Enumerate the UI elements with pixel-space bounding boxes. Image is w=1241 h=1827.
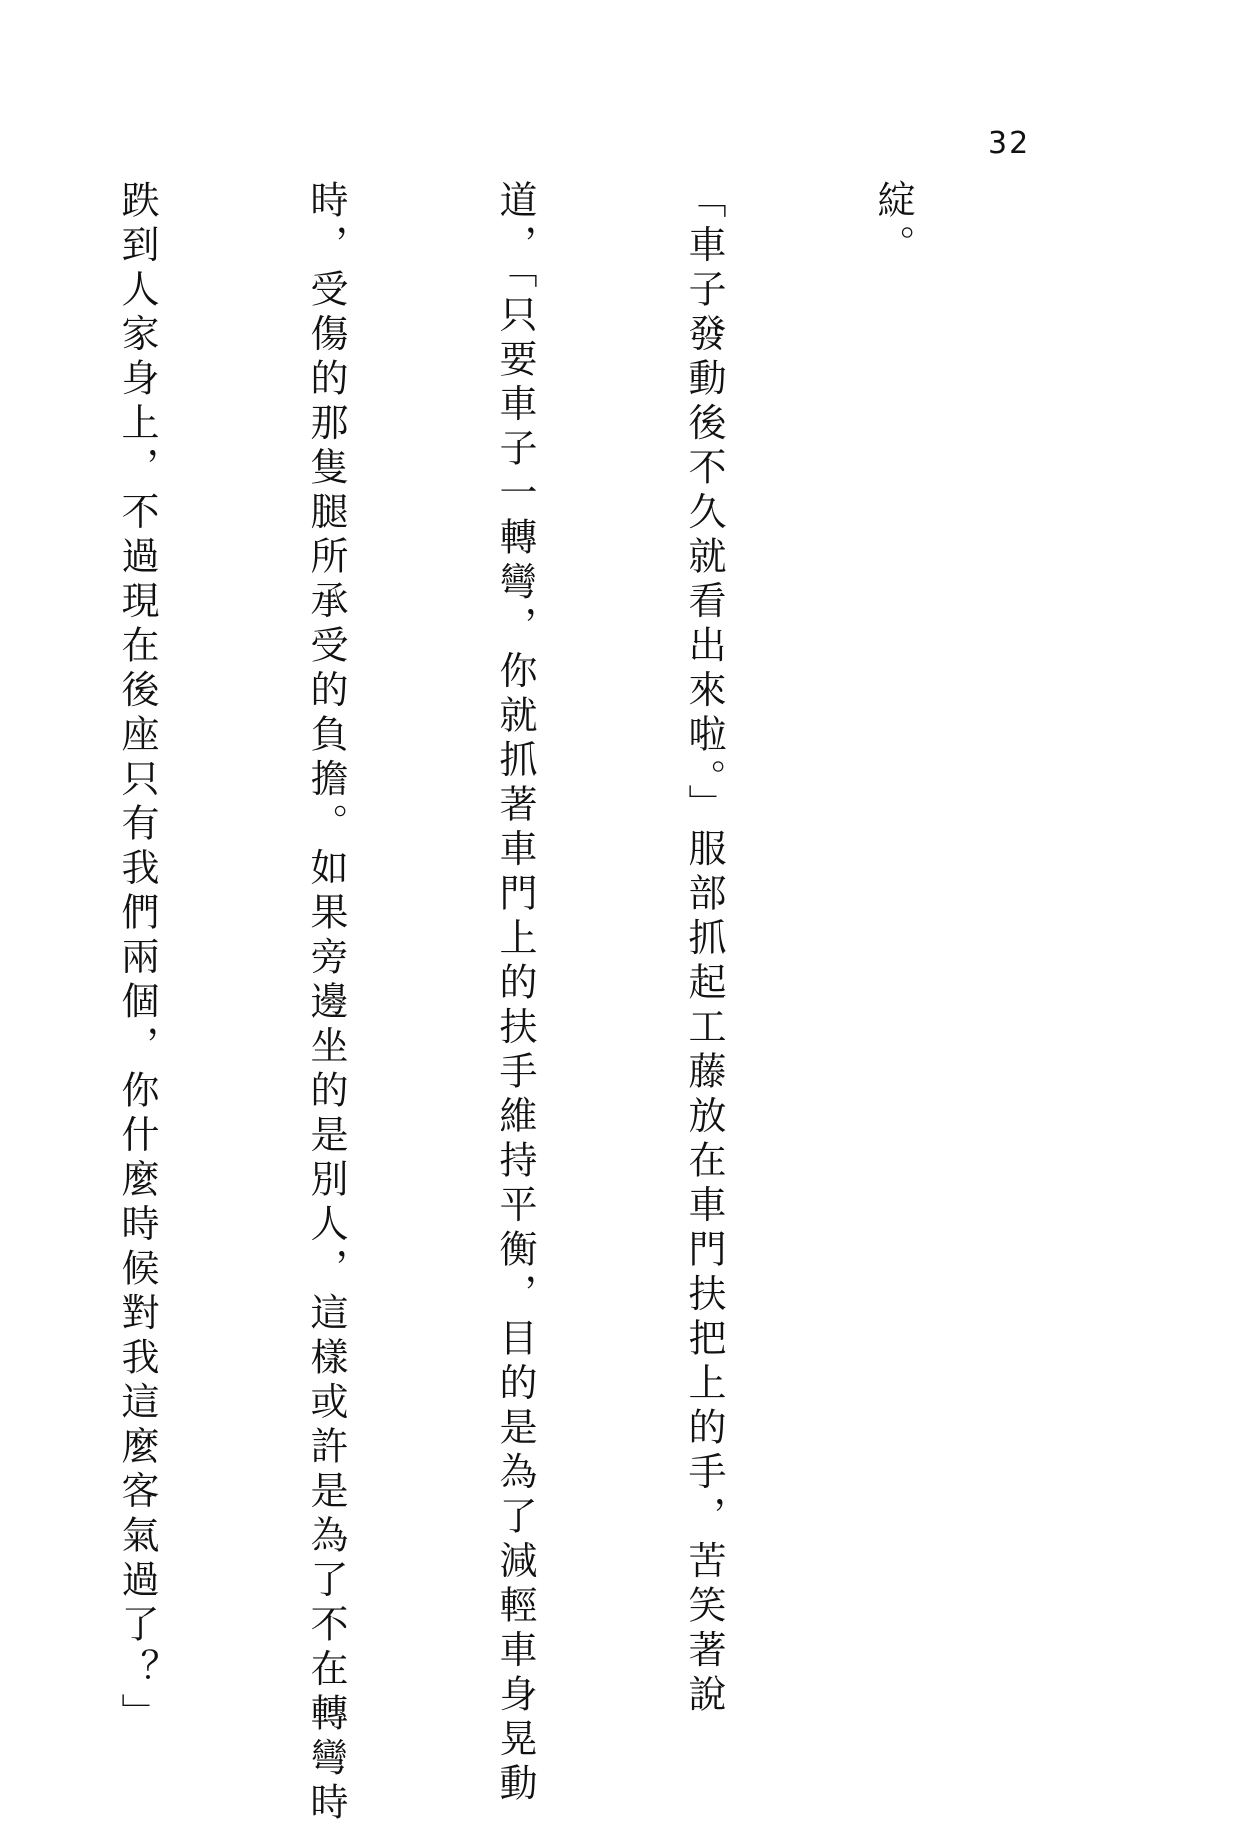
- text-line: 綻。: [871, 180, 915, 269]
- text-line: 「車子發動後不久就看出來啦。」服部抓起工藤放在車門扶把上的手，苦笑著說: [682, 180, 726, 1719]
- vertical-text-body: [115, 180, 1050, 1827]
- text-line: 道，「只要車子一轉彎，你就抓著車門上的扶手維持平衡，目的是為了減輕車身晃動: [493, 180, 537, 1808]
- text-line: 時，受傷的那隻腿所承受的負擔。如果旁邊坐的是別人，這樣或許是為了不在轉彎時: [304, 180, 348, 1827]
- page-number: 32: [988, 126, 1031, 161]
- text-line: 跌到人家身上，不過現在後座只有我們兩個，你什麼時候對我這麼客氣過了？」: [115, 180, 159, 1738]
